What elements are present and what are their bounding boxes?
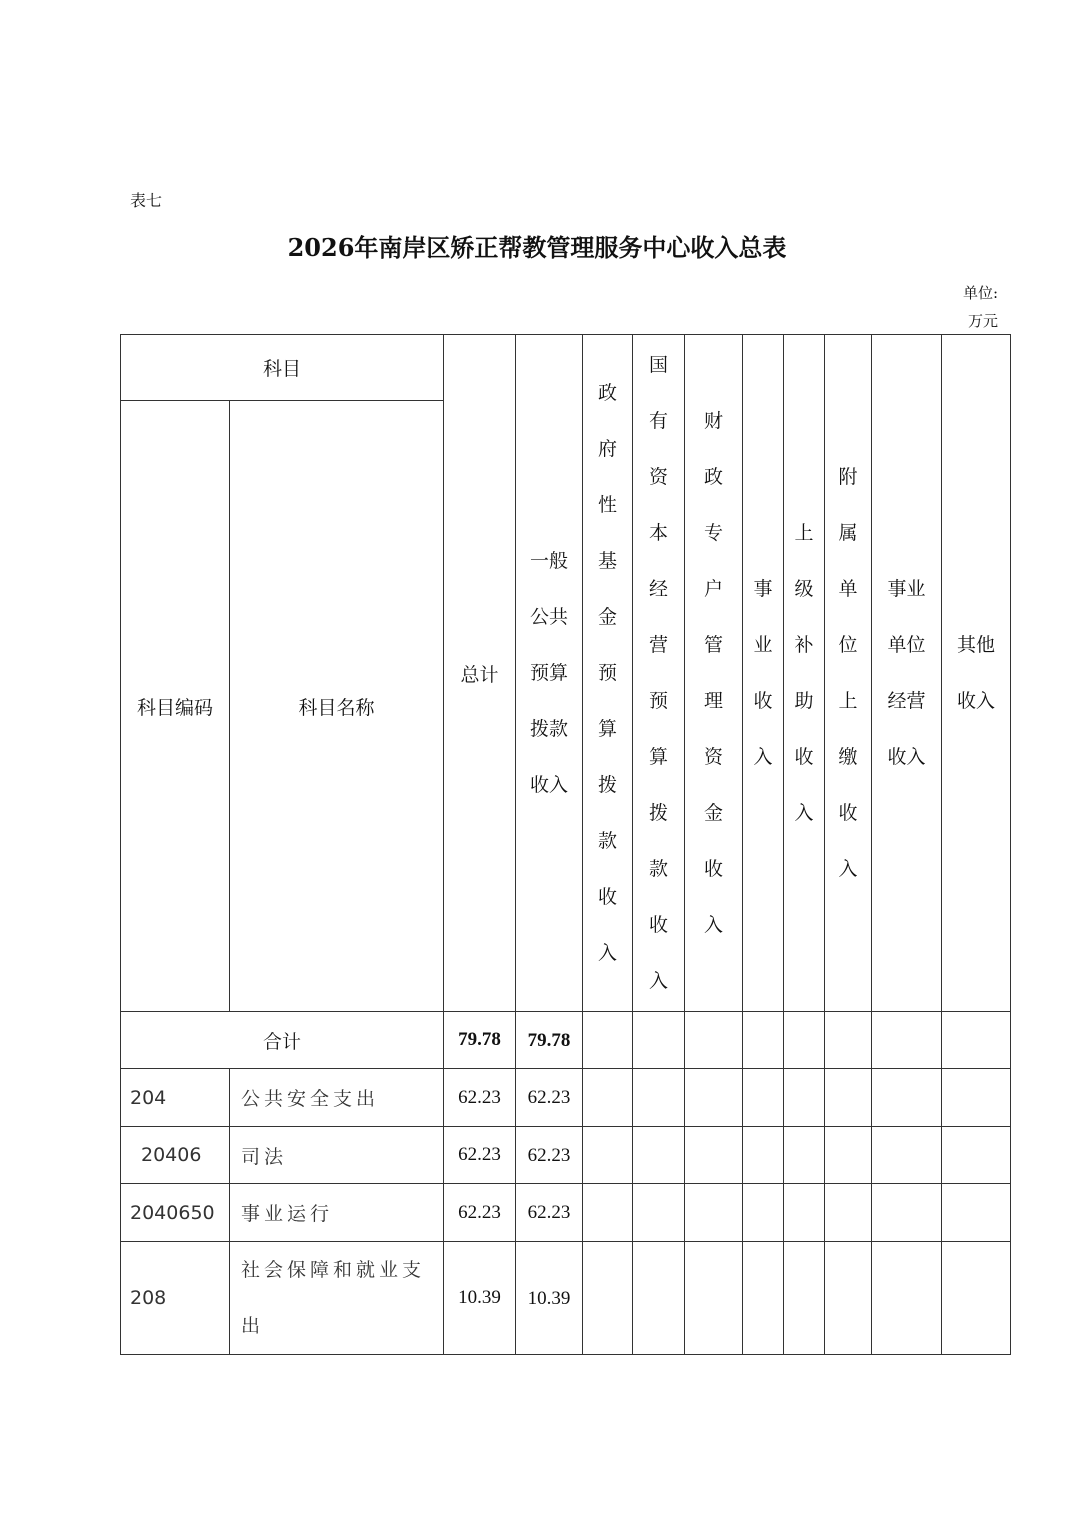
vertical-label-segment: 级 — [794, 578, 814, 600]
subject-code: 2040650 — [121, 1184, 230, 1242]
vertical-label-segment: 本 — [649, 522, 669, 544]
empty-cell — [583, 1127, 633, 1184]
header-operating-income — [872, 335, 942, 1012]
header-subject-code: 科目编码 — [121, 401, 230, 1012]
empty-cell — [872, 1242, 942, 1355]
vertical-label-segment: 收入 — [887, 746, 926, 768]
vertical-label-segment: 资 — [704, 746, 724, 768]
empty-cell — [825, 1127, 872, 1184]
empty-cell — [685, 1242, 743, 1355]
unit-label: 单位: — [962, 284, 998, 302]
subject-name: 事业运行 — [230, 1184, 444, 1242]
vertical-label-segment: 位 — [838, 634, 858, 656]
subject-name: 公共安全支出 — [230, 1069, 444, 1127]
unit-value: 万元 — [967, 312, 998, 330]
header-superior-subsidy — [784, 335, 825, 1012]
vertical-label-segment: 入 — [838, 858, 858, 880]
vertical-label-segment: 府 — [598, 438, 618, 460]
empty-cell — [743, 1242, 784, 1355]
vertical-label-segment: 收 — [753, 690, 773, 712]
vertical-label-segment: 经营 — [887, 690, 926, 712]
empty-cell — [784, 1127, 825, 1184]
vertical-label-segment: 收 — [794, 746, 814, 768]
vertical-label-segment: 算 — [598, 718, 618, 740]
vertical-label — [530, 533, 568, 813]
empty-cell — [743, 1127, 784, 1184]
empty-cell — [583, 1184, 633, 1242]
vertical-label-segment: 管 — [704, 634, 724, 656]
subject-code: 20406 — [121, 1127, 230, 1184]
empty-cell — [872, 1069, 942, 1127]
row-general-budget: 62.23 — [516, 1127, 583, 1184]
vertical-label — [754, 561, 773, 785]
empty-cell — [784, 1069, 825, 1127]
document-title: 2026年南岸区矫正帮教管理服务中心收入总表 — [287, 233, 787, 262]
vertical-label-segment: 理 — [704, 690, 724, 712]
vertical-label-segment: 收 — [649, 914, 669, 936]
table-row — [121, 1069, 1011, 1127]
vertical-label-segment: 入 — [704, 914, 724, 936]
vertical-label-segment: 财 — [704, 410, 724, 432]
vertical-label-segment: 算 — [649, 746, 669, 768]
vertical-label-segment: 款 — [598, 830, 618, 852]
vertical-label-segment: 单 — [838, 578, 858, 600]
header-subject-name: 科目名称 — [230, 401, 444, 1012]
empty-cell — [633, 1242, 685, 1355]
vertical-label-segment: 金 — [598, 606, 618, 628]
header-affiliated-payment — [825, 335, 872, 1012]
empty-cell — [942, 1184, 1011, 1242]
vertical-label-segment: 公共 — [530, 606, 569, 628]
row-total: 10.39 — [444, 1242, 516, 1355]
vertical-label-segment: 事业 — [887, 578, 926, 600]
empty-cell — [784, 1242, 825, 1355]
vertical-label-segment: 专 — [704, 522, 724, 544]
vertical-label-segment: 金 — [704, 802, 724, 824]
row-total: 62.23 — [444, 1069, 516, 1127]
header-business-income — [743, 335, 784, 1012]
vertical-label-segment: 拨款 — [530, 718, 569, 740]
vertical-label-segment: 附 — [838, 466, 858, 488]
empty-cell — [872, 1127, 942, 1184]
vertical-label-segment: 政 — [598, 382, 618, 404]
row-total: 62.23 — [444, 1184, 516, 1242]
header-fiscal-special — [685, 335, 743, 1012]
vertical-label-segment: 入 — [649, 970, 669, 992]
empty-cell — [743, 1012, 784, 1069]
vertical-label-segment: 助 — [794, 690, 814, 712]
total-value: 79.78 — [444, 1012, 516, 1069]
vertical-label-segment: 拨 — [598, 774, 618, 796]
empty-cell — [743, 1069, 784, 1127]
vertical-label-segment: 预算 — [530, 662, 569, 684]
vertical-label-segment: 预 — [649, 690, 669, 712]
header-subject-group: 科目 — [121, 335, 444, 401]
vertical-label-segment: 有 — [649, 410, 669, 432]
header-gov-fund — [583, 335, 633, 1012]
empty-cell — [743, 1184, 784, 1242]
vertical-label-segment: 户 — [704, 578, 724, 600]
header-total: 总计 — [444, 335, 516, 1012]
total-row — [121, 1012, 1011, 1069]
empty-cell — [633, 1184, 685, 1242]
vertical-label-segment: 款 — [649, 858, 669, 880]
vertical-label — [649, 337, 668, 1009]
table-number-label: 表七 — [130, 191, 163, 210]
vertical-label — [704, 393, 723, 953]
header-state-capital — [633, 335, 685, 1012]
row-general-budget: 62.23 — [516, 1069, 583, 1127]
empty-cell — [942, 1069, 1011, 1127]
total-general-budget: 79.78 — [516, 1012, 583, 1069]
empty-cell — [872, 1012, 942, 1069]
vertical-label-segment: 性 — [598, 494, 618, 516]
vertical-label-segment: 上 — [794, 522, 814, 544]
empty-cell — [942, 1012, 1011, 1069]
vertical-label — [957, 617, 995, 729]
empty-cell — [685, 1127, 743, 1184]
empty-cell — [633, 1069, 685, 1127]
empty-cell — [942, 1127, 1011, 1184]
table-row — [121, 1184, 1011, 1242]
vertical-label-segment: 其他 — [957, 634, 996, 656]
vertical-label-segment: 预 — [598, 662, 618, 684]
empty-cell — [784, 1184, 825, 1242]
table-row — [121, 1127, 1011, 1184]
vertical-label-segment: 国 — [649, 354, 669, 376]
vertical-label-segment: 收 — [598, 886, 618, 908]
vertical-label — [795, 505, 814, 841]
empty-cell — [825, 1069, 872, 1127]
empty-cell — [825, 1242, 872, 1355]
vertical-label-segment: 补 — [794, 634, 814, 656]
vertical-label-segment: 营 — [649, 634, 669, 656]
table-row — [121, 1242, 1011, 1355]
vertical-label-segment: 一般 — [530, 550, 569, 572]
empty-cell — [942, 1242, 1011, 1355]
vertical-label-segment: 属 — [838, 522, 858, 544]
vertical-label-segment: 基 — [598, 550, 618, 572]
empty-cell — [633, 1127, 685, 1184]
empty-cell — [583, 1069, 633, 1127]
empty-cell — [633, 1012, 685, 1069]
vertical-label-segment: 入 — [794, 802, 814, 824]
vertical-label-segment: 拨 — [649, 802, 669, 824]
empty-cell — [825, 1184, 872, 1242]
empty-cell — [872, 1184, 942, 1242]
vertical-label-segment: 上 — [838, 690, 858, 712]
row-general-budget: 10.39 — [516, 1242, 583, 1355]
empty-cell — [685, 1069, 743, 1127]
row-total: 62.23 — [444, 1127, 516, 1184]
empty-cell — [825, 1012, 872, 1069]
empty-cell — [685, 1184, 743, 1242]
vertical-label-segment: 收入 — [957, 690, 996, 712]
vertical-label — [839, 449, 858, 897]
row-general-budget: 62.23 — [516, 1184, 583, 1242]
empty-cell — [784, 1012, 825, 1069]
vertical-label-segment: 收 — [838, 802, 858, 824]
vertical-label-segment: 业 — [753, 634, 773, 656]
vertical-label-segment: 政 — [704, 466, 724, 488]
empty-cell — [685, 1012, 743, 1069]
empty-cell — [583, 1242, 633, 1355]
subject-code: 204 — [121, 1069, 230, 1127]
empty-cell — [583, 1012, 633, 1069]
vertical-label — [598, 365, 617, 981]
vertical-label — [888, 561, 926, 785]
subject-name: 司法 — [230, 1127, 444, 1184]
total-label: 合计 — [121, 1012, 444, 1069]
vertical-label-segment: 收 — [704, 858, 724, 880]
vertical-label-segment: 经 — [649, 578, 669, 600]
vertical-label-segment: 缴 — [838, 746, 858, 768]
vertical-label-segment: 资 — [649, 466, 669, 488]
vertical-label-segment: 事 — [753, 578, 773, 600]
subject-code: 208 — [121, 1242, 230, 1355]
vertical-label-segment: 收入 — [530, 774, 569, 796]
subject-name: 社会保障和就业支出 — [230, 1242, 444, 1355]
vertical-label-segment: 入 — [753, 746, 773, 768]
vertical-label-segment: 单位 — [887, 634, 926, 656]
income-summary-table — [120, 334, 1011, 1355]
vertical-label-segment: 入 — [598, 942, 618, 964]
header-other-income — [942, 335, 1011, 1012]
header-general-budget — [516, 335, 583, 1012]
